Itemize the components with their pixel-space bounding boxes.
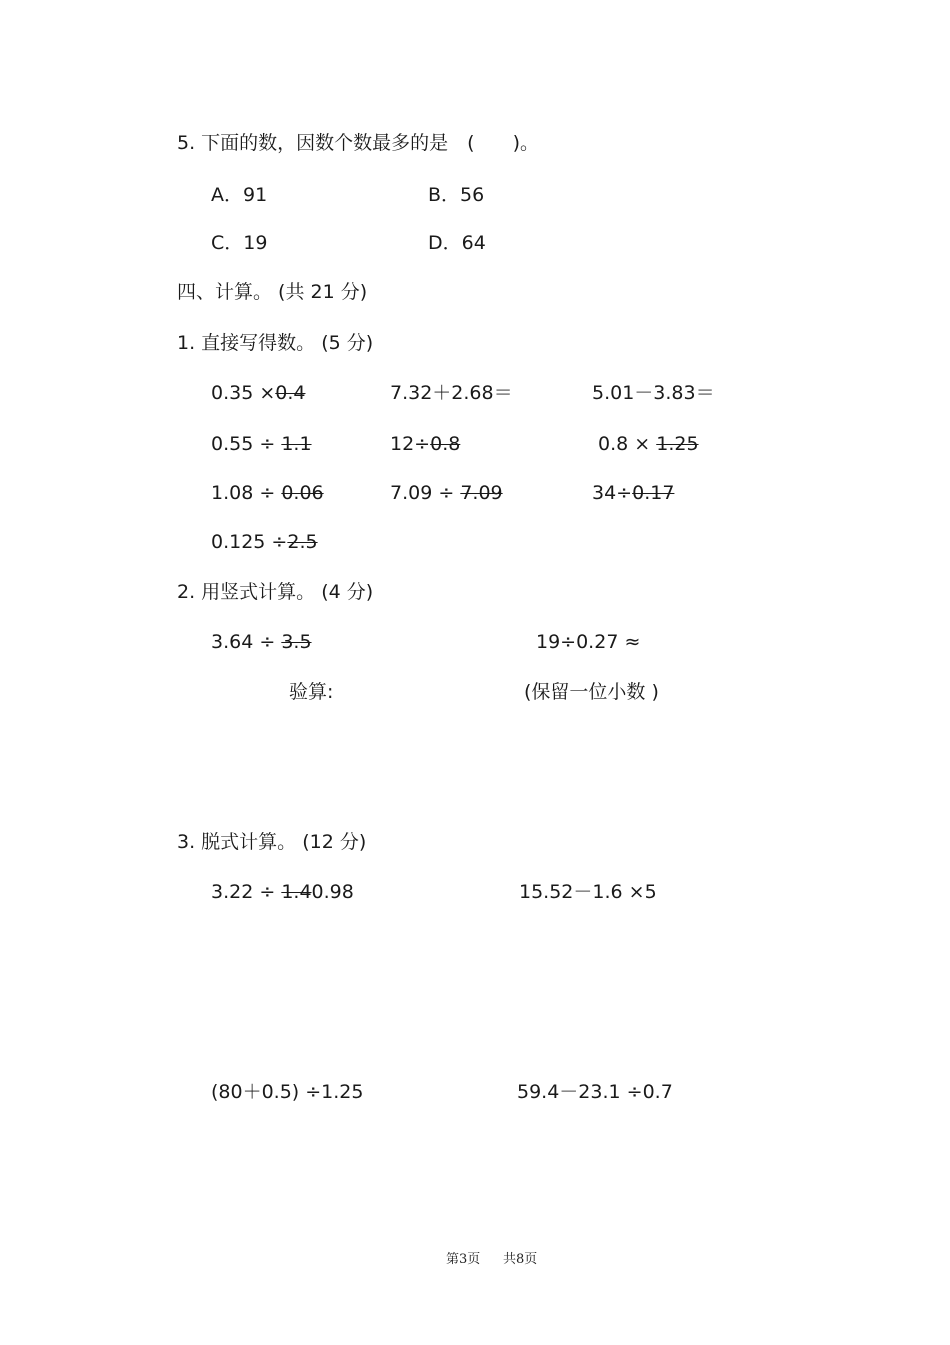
stepwise-item-1-number: 1.4 [281,881,312,903]
mental-item-9-expr: 34÷ [592,482,633,504]
stepwise-item-1-tail: 0.98 [311,881,354,903]
mental-item-5 [390,432,460,456]
mental-item-5-number: 0.8 [430,433,461,455]
stepwise-item-3: (80＋0.5) ÷1.25 [211,1081,364,1103]
rounding-note: (保留一位小数 ) [524,681,659,703]
mental-item-5-expr: 12÷ [390,433,431,455]
mental-item-8-expr: 7.09 ÷ [390,482,455,504]
mental-item-6-number: 1.25 [656,433,699,455]
part-2-title: 2. 用竖式计算。 (4 分) [177,581,374,603]
mental-item-6-expr: 0.8 × [598,433,651,455]
stepwise-item-4: 59.4－23.1 ÷0.7 [517,1081,673,1103]
mental-item-3: 5.01－3.83＝ [592,382,715,404]
mental-item-9 [592,481,674,505]
mental-item-8-number: 7.09 [460,482,503,504]
mental-item-7 [211,481,324,505]
stepwise-item-2: 15.52－1.6 ×5 [519,881,657,903]
option-a: A．91 [211,184,268,206]
vertical-item-1-expr: 3.64 ÷ [211,631,276,653]
question-5-stem: 5. 下面的数，因数个数最多的是 ( )。 [177,132,539,154]
vertical-item-2: 19÷0.27 ≈ [536,631,641,653]
mental-item-6 [598,432,699,456]
page-number: 第3页 [446,1252,481,1267]
option-b: B．56 [428,184,485,206]
stepwise-item-1 [211,880,354,904]
mental-item-4-number: 1.1 [281,433,312,455]
mental-item-7-number: 0.06 [281,482,324,504]
mental-item-1-number: 0.4 [275,382,306,404]
option-d: D．64 [428,232,486,254]
section-4-title: 四、计算。 (共 21 分) [177,281,368,303]
mental-item-4-expr: 0.55 ÷ [211,433,276,455]
mental-item-10-expr: 0.125 ÷ [211,531,288,553]
option-c: C．19 [211,232,268,254]
mental-item-10 [211,530,318,554]
mental-item-8 [390,481,503,505]
vertical-item-1-number: 3.5 [281,631,312,653]
part-1-title: 1. 直接写得数。 (5 分) [177,332,374,354]
part-3-title: 3. 脱式计算。 (12 分) [177,831,367,853]
page-total: 共8页 [503,1252,538,1267]
mental-item-1 [211,381,305,405]
mental-item-10-number: 2.5 [287,531,318,553]
mental-item-9-number: 0.17 [632,482,675,504]
mental-item-4 [211,432,312,456]
mental-item-7-expr: 1.08 ÷ [211,482,276,504]
check-label: 验算: [289,681,334,703]
mental-item-1-expr: 0.35 × [211,382,276,404]
vertical-item-1 [211,630,312,654]
stepwise-item-1-expr: 3.22 ÷ [211,881,276,903]
mental-item-2: 7.32＋2.68＝ [390,382,513,404]
